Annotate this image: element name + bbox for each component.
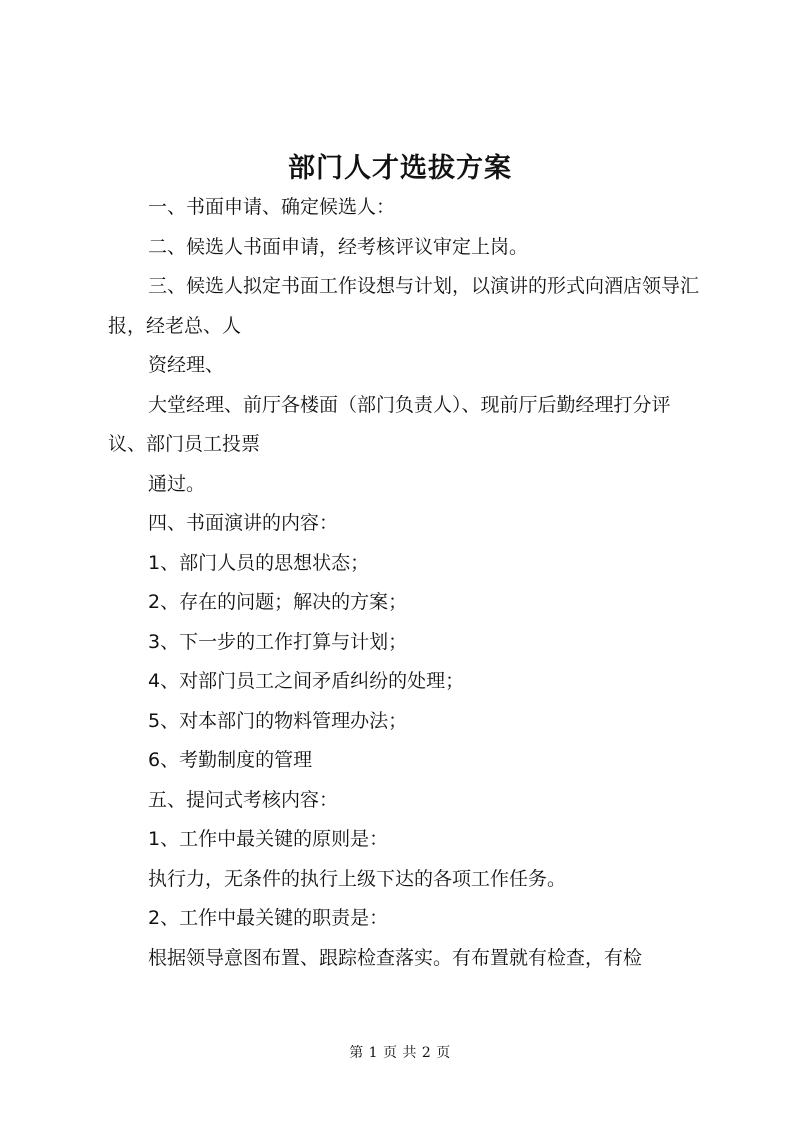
paragraph: 执行力，无条件的执行上级下达的各项工作任务。 [148, 867, 567, 890]
paragraph: 4、对部门员工之间矛盾纠纷的处理； [148, 670, 465, 692]
paragraph: 四、书面演讲的内容： [148, 512, 339, 534]
document-body [108, 188, 704, 978]
paragraph: 5、对本部门的物料管理办法； [148, 709, 408, 732]
paragraph: 2、存在的问题；解决的方案； [148, 591, 408, 613]
paragraph: 大堂经理、前厅各楼面（部门负责人）、现前厅后勤经理打分评议、部门员工投票 [108, 393, 671, 455]
paragraph: 通过。 [148, 472, 206, 495]
paragraph: 6、考勤制度的管理 [148, 749, 313, 771]
page-footer: 第 1 页 共 2 页 [349, 1045, 451, 1061]
paragraph: 2、工作中最关键的职责是： [148, 907, 389, 929]
paragraph: 资经理、 [148, 354, 225, 376]
paragraph: 1、工作中最关键的原则是： [148, 828, 389, 850]
paragraph: 3、下一步的工作打算与计划； [148, 630, 408, 653]
paragraph: 二、候选人书面申请，经考核评议审定上岗。 [148, 235, 529, 258]
document-title: 部门人才选拔方案 [288, 153, 512, 184]
paragraph: 根据领导意图布置、跟踪检查落实。有布置就有检查，有检 [148, 946, 643, 969]
paragraph: 一、书面申请、确定候选人： [148, 196, 396, 218]
paragraph: 1、部门人员的思想状态； [148, 551, 370, 574]
paragraph: 五、提问式考核内容： [148, 788, 339, 811]
paragraph: 三、候选人拟定书面工作设想与计划，以演讲的形式向酒店领导汇报，经老总、人 [108, 275, 700, 337]
